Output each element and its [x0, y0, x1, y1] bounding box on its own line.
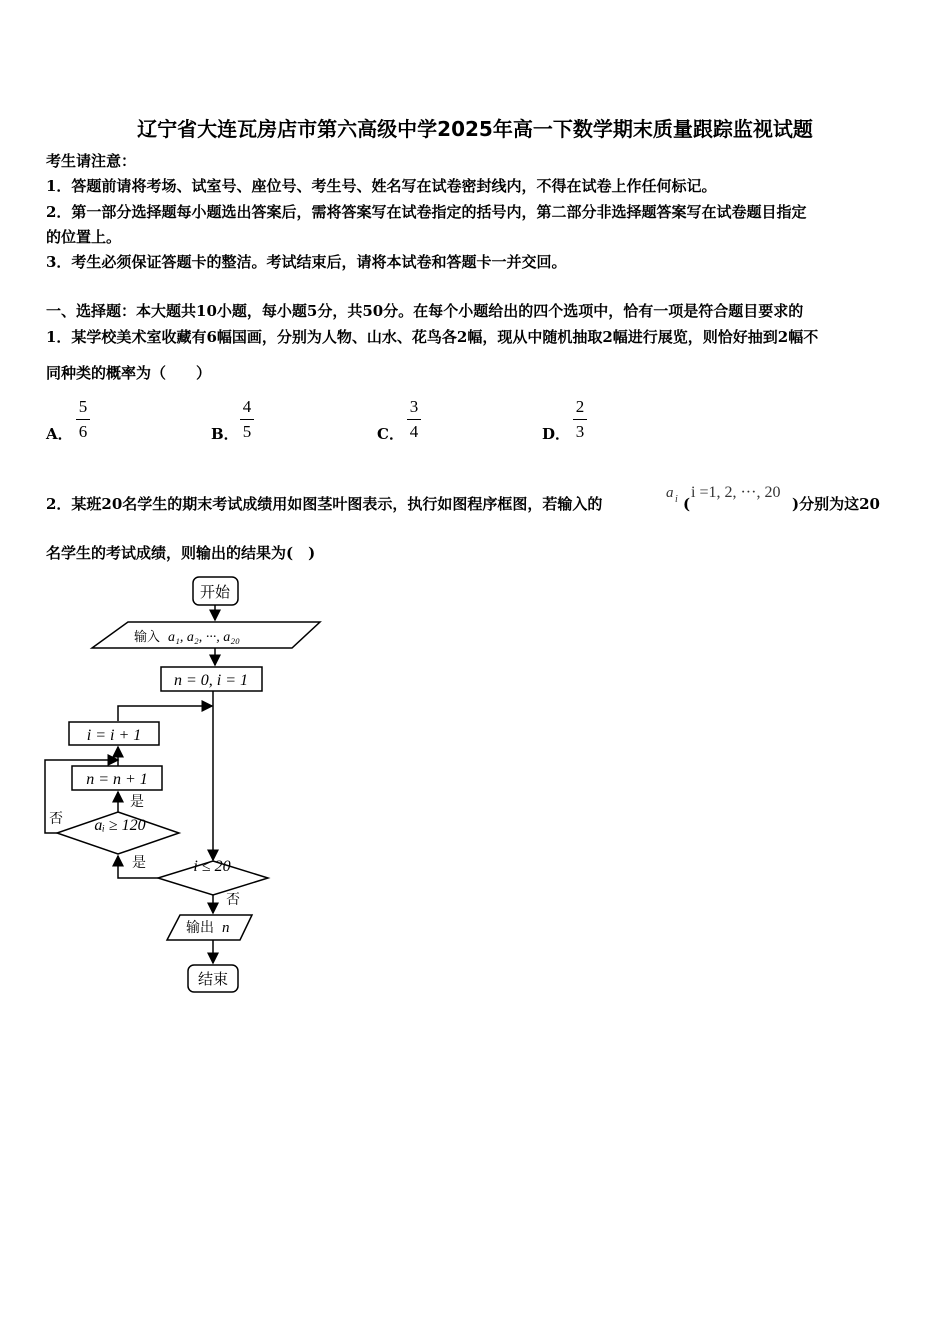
question-2-line-1-start: 2．某班20名学生的期末考试成绩用如图茎叶图表示，执行如图程序框图，若输入的 — [46, 495, 603, 513]
option-c-denominator: 4 — [409, 422, 419, 441]
no-label-1: 否 — [49, 812, 63, 827]
page-title: 辽宁省大连瓦房店市第六高级中学2025年高一下数学期末质量跟踪监视试题 — [137, 117, 813, 141]
math-subscript-i: i — [675, 494, 678, 505]
notice-heading: 考生请注意： — [46, 152, 137, 170]
option-b-fraction — [240, 398, 254, 441]
yes-label-2: 是 — [132, 856, 146, 871]
option-d-denominator: 3 — [575, 422, 585, 441]
notice-item-3: 3．考生必须保证答题卡的整洁。考试结束后，请将本试卷和答题卡一并交回。 — [46, 253, 567, 271]
option-c-label: C． — [377, 425, 404, 443]
condition-1-label: aᵢ ≥ 120 — [94, 817, 146, 834]
start-label: 开始 — [199, 585, 231, 601]
fraction-bar — [573, 419, 587, 420]
question-2-line-1-end: )分别为这20 — [792, 495, 880, 513]
option-a-label: A． — [46, 425, 73, 443]
option-a-numerator: 5 — [78, 397, 88, 416]
option-b-denominator: 5 — [242, 422, 252, 441]
flowchart — [40, 570, 370, 1010]
option-a-fraction — [76, 398, 90, 441]
option-c-numerator: 3 — [409, 397, 419, 416]
yes-label-1: 是 — [130, 795, 144, 810]
increment-n-label: n = n + 1 — [86, 771, 148, 788]
option-c-fraction — [407, 398, 421, 441]
condition-2-label: i ≤ 20 — [193, 858, 231, 875]
input-label: 输入 — [134, 629, 161, 644]
option-b-label: B． — [211, 425, 239, 443]
no-label-2: 否 — [226, 893, 240, 908]
option-d-label: D． — [542, 425, 571, 443]
input-vars: a₁, a₂, ···, a₂₀ — [168, 630, 240, 645]
init-label: n = 0, i = 1 — [173, 672, 249, 689]
output-var: n — [222, 920, 230, 936]
loop-return-line — [118, 706, 212, 721]
increment-i-label: i = i + 1 — [86, 727, 142, 744]
option-a-denominator: 6 — [78, 422, 88, 441]
fraction-bar — [407, 419, 421, 420]
option-d-numerator: 2 — [575, 397, 585, 416]
end-label: 结束 — [197, 972, 229, 988]
notice-item-1: 1．答题前请将考场、试室号、座位号、考生号、姓名写在试卷密封线内，不得在试卷上作任何标记。 — [46, 177, 717, 195]
math-index-range: i =1, 2, ···, 20 — [691, 484, 781, 501]
open-paren: ( — [683, 495, 691, 513]
question-1-line-1: 1．某学校美术室收藏有6幅国画，分别为人物、山水、花鸟各2幅，现从中随机抽取2幅进行展览，则恰好抽到2幅不 — [46, 328, 819, 346]
option-b-numerator: 4 — [242, 397, 252, 416]
option-d-fraction — [573, 398, 587, 441]
math-a: a — [666, 485, 674, 501]
notice-item-2-line-2: 的位置上。 — [46, 228, 122, 246]
section-heading: 一、选择题：本大题共10小题，每小题5分，共50分。在每个小题给出的四个选项中，恰有一项是符合题目要求的 — [46, 302, 804, 320]
notice-item-2-line-1: 2．第一部分选择题每小题选出答案后，需将答案写在试卷指定的括号内，第二部分非选择题答案写在试卷题目指定 — [46, 203, 807, 221]
fraction-bar — [76, 419, 90, 420]
question-1-line-2: 同种类的概率为（ ） — [46, 364, 212, 382]
output-label: 输出 — [186, 921, 214, 936]
fraction-bar — [240, 419, 254, 420]
question-2-line-2: 名学生的考试成绩，则输出的结果为( ) — [46, 544, 316, 562]
